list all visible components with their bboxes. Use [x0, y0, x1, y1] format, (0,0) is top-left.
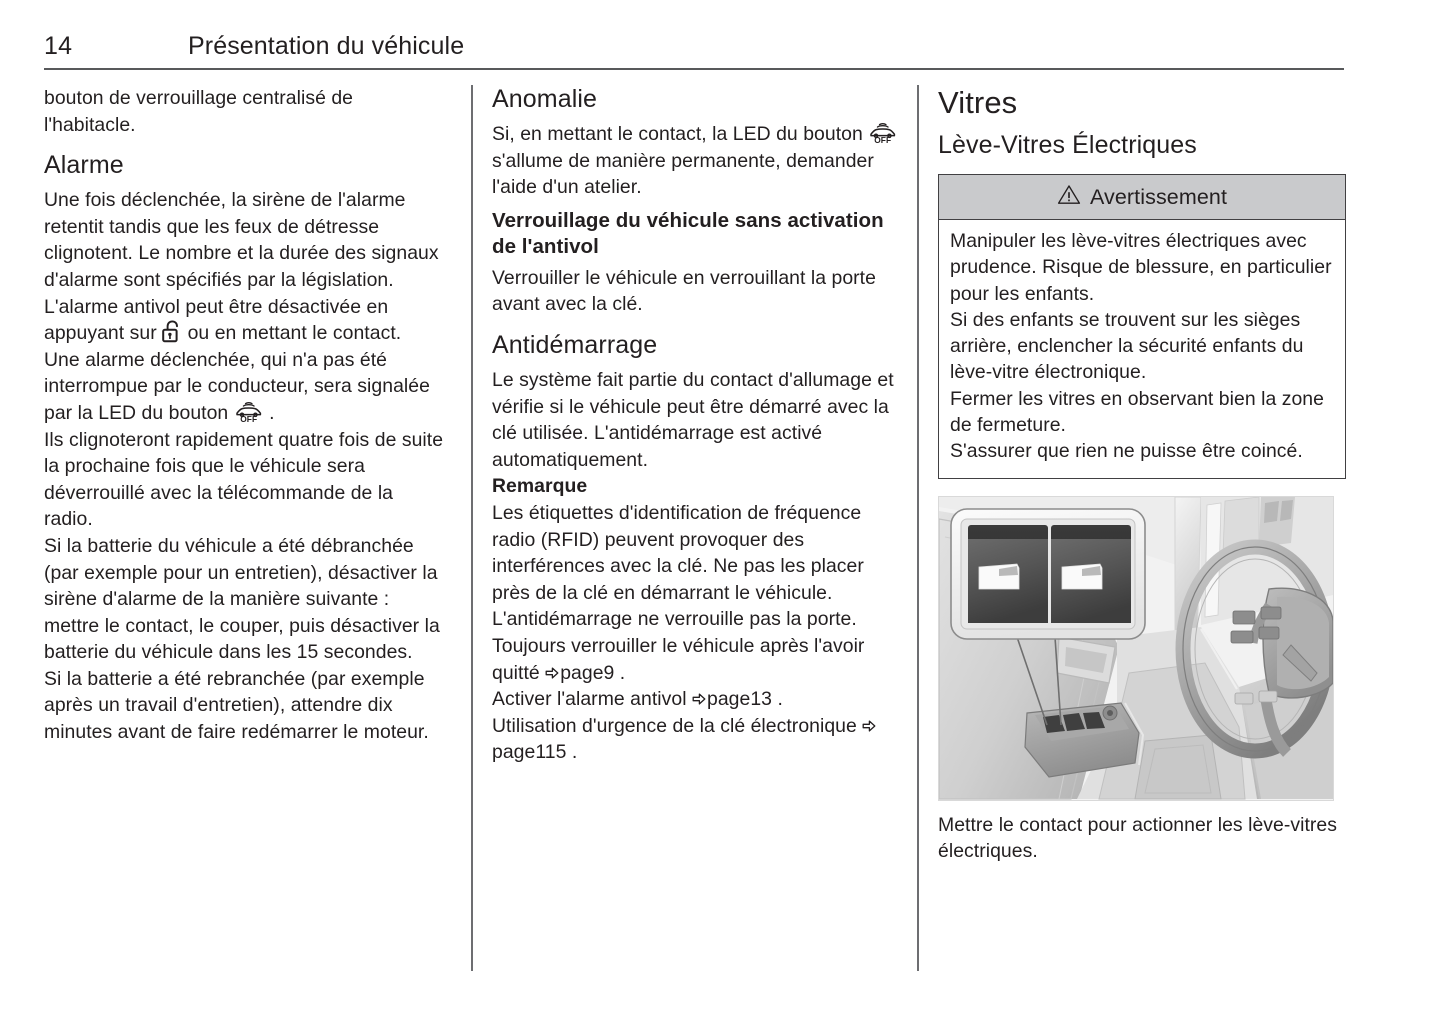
paragraph-tail: . [619, 661, 626, 684]
spacer [44, 138, 446, 151]
page-header [44, 32, 1344, 70]
car-alarm-off-icon [868, 123, 898, 144]
paragraph-alarme-6: Si la batterie a été rebranchée (par exemple après un travail d'entretien), attendre dix minutes avant de faire redémarrer le moteur. [44, 667, 429, 744]
door-panel-window-switches-illustration [938, 496, 1334, 801]
svg-text:OFF: OFF [874, 135, 892, 144]
subsection-title-verrouillage: Verrouillage du véhicule sans activation de l'antivol [492, 208, 884, 259]
page-number: 14 [44, 32, 73, 60]
paragraph-text-before-unlock-icon: L'alarme antivol peut être désactivée en appuyant sur [44, 295, 389, 345]
paragraph-alarme-3 [44, 347, 446, 427]
section-title-alarme: Alarme [44, 151, 124, 180]
chapter-title-vitres: Vitres [938, 85, 1018, 120]
paragraph-xref-2 [492, 686, 904, 713]
svg-text:OFF: OFF [239, 414, 257, 423]
warning-box-label: Avertissement [1089, 184, 1228, 209]
paragraph-text: Utilisation d'urgence de la clé électronique [492, 714, 857, 737]
cross-reference-arrow-icon [692, 687, 706, 701]
warning-box-header [939, 175, 1345, 220]
cross-reference-target[interactable]: page9 [560, 661, 615, 684]
cross-reference-target[interactable]: page13 [707, 688, 773, 711]
spacer [492, 201, 904, 208]
paragraph-text: Activer l'alarme antivol [492, 688, 687, 711]
text-column-2 [492, 85, 904, 766]
cross-reference-target[interactable]: page115 [492, 741, 567, 764]
section-title-antidemarrage: Antidémarrage [492, 330, 658, 359]
paragraph-alarme-5: Si la batterie du véhicule a été débranchée (par exemple pour un entretien), désactiver la sirène d'alarme de la manière suivante : mettre le contact, le couper, puis désactiver la batterie du véhicule dans les 15 secondes. [44, 534, 440, 664]
continued-paragraph: bouton de verrouillage centralisé de l'habitacle. [44, 87, 354, 136]
car-alarm-off-icon [234, 402, 264, 423]
paragraph-verrouillage-1: Verrouiller le véhicule en verrouillant la porte avant avec la clé. [492, 266, 876, 316]
text-column-3 [938, 85, 1348, 865]
spacer [492, 318, 904, 331]
warning-paragraph-3: Fermer les vitres en observant bien la zone de fermeture. [950, 387, 1324, 437]
section-title-leve-vitres: Lève-Vitres Électriques [938, 131, 1197, 159]
text-column-1 [44, 85, 446, 746]
paragraph-tail: . [777, 688, 783, 711]
warning-triangle-icon [1057, 184, 1081, 210]
paragraph-text-before-caroff-icon: Une alarme déclenchée, qui n'a pas été interrompue par le conducteur, sera signalée par la LED du bouton [44, 348, 430, 424]
paragraph-xref-3 [492, 713, 904, 766]
chapter-heading: Présentation du véhicule [188, 32, 465, 60]
paragraph-anomalie-1 [492, 121, 904, 201]
cross-reference-arrow-icon [862, 714, 876, 728]
paragraph-alarme-4: Ils clignoteront rapidement quatre fois de suite la prochaine fois que le véhicule sera déverrouillé avec la télécommande de la radio. [44, 428, 444, 531]
paragraph-xref-1 [492, 606, 904, 686]
figure-caption: Mettre le contact pour actionner les lève-vitres électriques. [938, 813, 1338, 863]
cross-reference-arrow-icon [545, 661, 559, 675]
note-label-remarque: Remarque [492, 475, 588, 498]
paragraph-remarque-1: Les étiquettes d'identification de fréquence radio (RFID) peuvent provoquer des interférences avec la clé. Ne pas les placer près de la clé en démarrant le véhicule. [492, 501, 864, 604]
column-divider-1 [471, 85, 473, 971]
paragraph-alarme-2 [44, 294, 446, 347]
paragraph-text-after-unlock-icon: ou en mettant le contact. [187, 322, 402, 345]
warning-box-body [939, 220, 1345, 478]
paragraph-text-before-caroff-icon: Si, en mettant le contact, la LED du bouton [492, 123, 863, 145]
paragraph-antidemarrage-1: Le système fait partie du contact d'allumage et vérifie si le véhicule peut être démarré avec la clé utilisée. L'antidémarrage est activé automatiquement. [492, 368, 894, 471]
warning-box [938, 174, 1346, 479]
paragraph-text-after-caroff-icon: . [269, 401, 275, 424]
unlock-padlock-icon [162, 320, 182, 346]
paragraph-text: L'antidémarrage ne verrouille pas la porte. Toujours verrouiller le véhicule après l'avoir quitté [492, 608, 865, 684]
column-divider-2 [917, 85, 919, 971]
paragraph-tail: . [571, 741, 578, 764]
warning-paragraph-1: Manipuler les lève-vitres électriques avec prudence. Risque de blessure, en particulier pour les enfants. [950, 230, 1332, 305]
section-title-anomalie: Anomalie [492, 85, 598, 113]
paragraph-text-after-caroff-icon: s'allume de manière permanente, demander l'aide d'un atelier. [492, 149, 874, 199]
warning-paragraph-4: S'assurer que rien ne puisse être coincé. [950, 440, 1303, 463]
warning-paragraph-2: Si des enfants se trouvent sur les sièges arrière, enclencher la sécurité enfants du lève-vitre électronique. [950, 308, 1304, 384]
paragraph-alarme-1: Une fois déclenchée, la sirène de l'alarme retentit tandis que les feux de détresse clignotent. Le nombre et la durée des signaux d'alarme sont spécifiés par la législation. [44, 189, 439, 291]
